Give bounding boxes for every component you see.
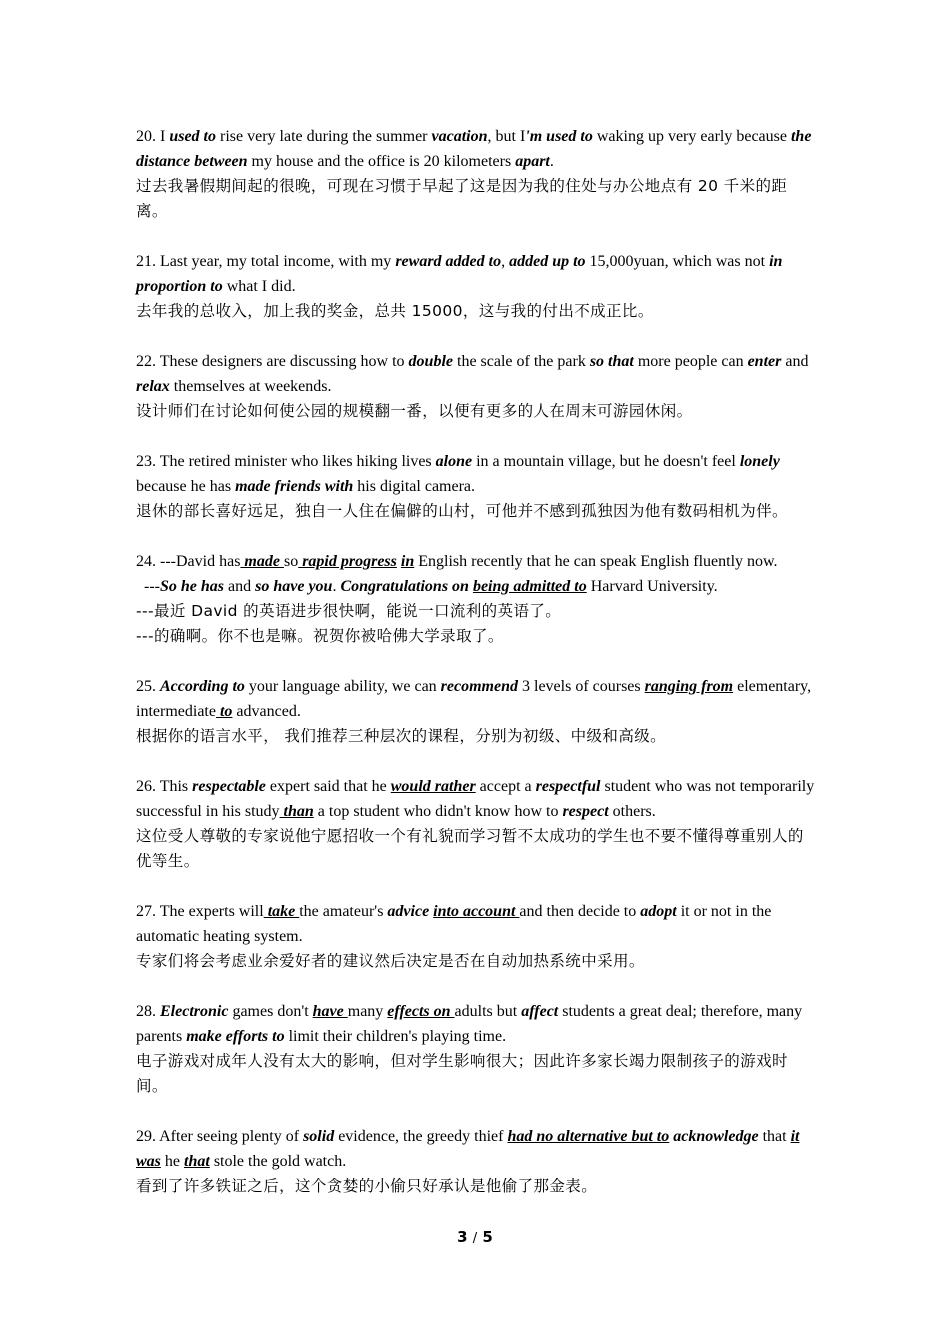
sentence-text: his digital camera. [353,478,476,495]
sentence-text: themselves at weekends. [169,378,332,395]
sentence-text: the amateur's [299,903,388,920]
key-phrase: have [312,1003,348,1020]
key-phrase: alone [435,453,473,470]
english-sentence [136,549,818,599]
key-phrase: respectful [535,778,601,795]
sentence-text: rise very late during the summer [216,128,432,145]
sentence-text: elementary, intermediate [136,678,812,720]
page-number [0,1228,950,1246]
key-phrase: would rather [390,778,476,795]
key-phrase: made friends with [235,478,354,495]
key-phrase: the distance between [136,128,812,170]
sentence-text: he [160,1153,185,1170]
key-phrase: used to [169,128,216,145]
english-sentence [136,1124,818,1174]
sentence-entry [136,124,818,224]
key-phrase: it was [136,1128,800,1170]
key-phrase: respect [562,803,609,820]
key-phrase: adopt [640,903,677,920]
sentence-text: 22. These designers are discussing how to [136,353,409,370]
key-phrase: 'm used to [525,128,593,145]
chinese-translation: 根据你的语言水平， 我们推荐三种层次的课程，分别为初级、中级和高级。 [136,727,667,745]
english-sentence [136,899,818,949]
sentence-text: and [224,578,256,595]
key-phrase: vacation [431,128,488,145]
key-phrase: take [263,903,300,920]
sentence-entry [136,549,818,649]
sentence-text: students a great deal; therefore, many parents [136,1003,803,1045]
sentence-text: 26. This [136,778,193,795]
key-phrase: Congratulations on [340,578,469,595]
key-phrase: in [400,553,415,570]
sentence-text: your language ability, we can [244,678,441,695]
sentence-text: my house and the office is 20 kilometers [247,153,516,170]
sentence-text: 15,000yuan, which was not [585,253,770,270]
sentence-text: and [781,353,809,370]
key-phrase: that [184,1153,210,1170]
key-phrase: reward added to [395,253,502,270]
english-sentence [136,349,818,399]
key-phrase: solid [303,1128,335,1145]
key-phrase: enter [747,353,782,370]
sentence-text: stole the gold watch. [209,1153,347,1170]
key-phrase: so that [589,353,634,370]
key-phrase: recommend [440,678,518,695]
sentence-text: accept a [475,778,536,795]
english-sentence [136,999,818,1049]
chinese-translation: 过去我暑假期间起的很晚，可现在习惯于早起了这是因为我的住处与办公地点有 20 千米的距离。 [136,177,788,220]
key-phrase: rapid progress [298,553,397,570]
sentence-text: and then decide to [519,903,641,920]
key-phrase: so have you [255,578,333,595]
sentence-text: advanced. [232,703,301,720]
sentence-entry [136,449,818,524]
sentence-text: so [283,553,299,570]
english-sentence [136,774,818,824]
sentence-text: 21. Last year, my total income, with my [136,253,396,270]
sentence-text: others. [608,803,656,820]
sentence-text: adults but [454,1003,522,1020]
sentence-text: 24. ---David has [136,553,241,570]
chinese-translation: 退休的部长喜好远足，独自一人住在偏僻的山村，可他并不感到孤独因为他有数码相机为伴。 [136,502,788,520]
sentence-text: 27. The experts will [136,903,264,920]
sentence-entry [136,774,818,874]
key-phrase: had no alternative but to [507,1128,670,1145]
key-phrase: lonely [739,453,780,470]
sentence-text: 20. I [136,128,170,145]
key-phrase: in proportion to [136,253,783,295]
chinese-translation: 这位受人尊敬的专家说他宁愿招收一个有礼貌而学习暂不太成功的学生也不要不懂得尊重别人的优等生。 [136,827,804,870]
sentence-text: many [347,1003,388,1020]
chinese-translation: 专家们将会考虑业余爱好者的建议然后决定是否在自动加热系统中采用。 [136,952,645,970]
sentence-text: 3 levels of courses [518,678,645,695]
sentence-text: 23. The retired minister who likes hiking lives [136,453,436,470]
key-phrase: into account [433,903,520,920]
sentence-text: waking up very early because [592,128,791,145]
key-phrase: apart [515,153,550,170]
sentence-text: , [501,253,510,270]
chinese-translation: ---的确啊。你不也是嘛。祝贺你被哈佛大学录取了。 [136,627,504,645]
sentence-text: --- [136,578,160,595]
sentence-list [136,124,818,1199]
sentence-text: , but I [487,128,526,145]
chinese-translation: 去年我的总收入，加上我的奖金，总共 15000，这与我的付出不成正比。 [136,302,654,320]
sentence-text: limit their children's playing time. [284,1028,507,1045]
key-phrase: effects on [387,1003,455,1020]
sentence-text: student who was not temporarily successful in his study [136,778,815,820]
key-phrase: affect [521,1003,559,1020]
sentence-entry [136,1124,818,1199]
sentence-text: expert said that he [265,778,391,795]
english-sentence [136,674,818,724]
sentence-text: that [758,1128,791,1145]
english-sentence [136,124,818,174]
sentence-text: a top student who didn't know how to [313,803,563,820]
sentence-text: in a mountain village, but he doesn't feel [472,453,740,470]
sentence-text: 28. [136,1003,160,1020]
key-phrase: relax [136,378,170,395]
key-phrase: ranging from [644,678,734,695]
key-phrase: Electronic [160,1003,229,1020]
sentence-text: . [332,578,341,595]
key-phrase: make efforts to [186,1028,285,1045]
chinese-translation: ---最近 David 的英语进步很快啊，能说一口流利的英语了。 [136,602,562,620]
sentence-entry [136,349,818,424]
sentence-entry [136,249,818,324]
sentence-text: English recently that he can speak English fluently now. [414,553,778,570]
sentence-text: 29. After seeing plenty of [136,1128,304,1145]
key-phrase: acknowledge [673,1128,759,1145]
page-separator: / [472,1231,478,1246]
key-phrase: than [279,803,314,820]
sentence-entry [136,899,818,974]
sentence-text: it or not in the automatic heating system. [136,903,772,945]
sentence-text: 25. [136,678,160,695]
english-sentence [136,249,818,299]
document-body [136,124,818,1224]
key-phrase: being admitted to [472,578,587,595]
key-phrase: double [408,353,453,370]
sentence-text: games don't [228,1003,313,1020]
key-phrase: made [240,553,284,570]
key-phrase: added up to [509,253,586,270]
sentence-text: . [549,153,554,170]
sentence-entry [136,999,818,1099]
sentence-text: Harvard University. [586,578,718,595]
current-page: 3 [457,1228,468,1246]
sentence-entry [136,674,818,749]
total-pages: 5 [482,1228,493,1246]
key-phrase: to [215,703,233,720]
sentence-text: the scale of the park [453,353,590,370]
english-sentence [136,449,818,499]
sentence-text: what I did. [222,278,296,295]
key-phrase: advice [387,903,430,920]
key-phrase: According to [160,678,245,695]
chinese-translation: 电子游戏对成年人没有太大的影响，但对学生影响很大；因此许多家长竭力限制孩子的游戏时间。 [136,1052,788,1095]
chinese-translation: 设计师们在讨论如何使公园的规模翻一番，以便有更多的人在周末可游园休闲。 [136,402,693,420]
key-phrase: So he has [159,578,225,595]
chinese-translation: 看到了许多铁证之后，这个贪婪的小偷只好承认是他偷了那金表。 [136,1177,598,1195]
sentence-text: evidence, the greedy thief [334,1128,508,1145]
sentence-text: more people can [633,353,748,370]
sentence-text: because he has [136,478,236,495]
key-phrase: respectable [192,778,266,795]
